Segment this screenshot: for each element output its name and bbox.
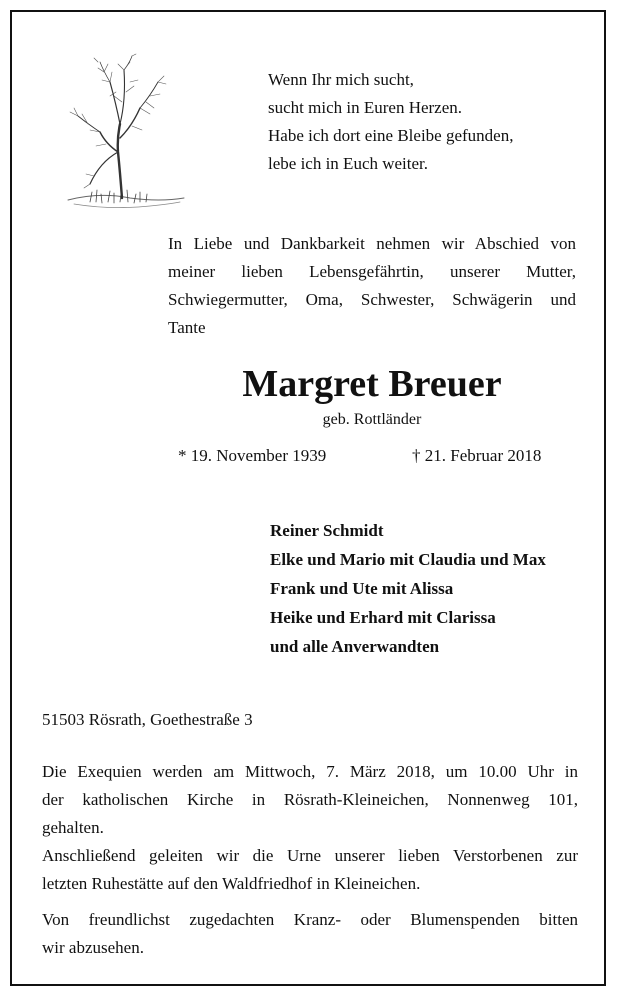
urn-paragraph bbox=[42, 842, 578, 898]
death-date: † 21. Februar 2018 bbox=[412, 446, 542, 465]
intro-line: Schwiegermutter, Oma, Schwester, Schwägerin und bbox=[168, 290, 576, 309]
intro-line: In Liebe und Dankbarkeit nehmen wir Abschied von bbox=[168, 234, 576, 253]
poem-line: Wenn Ihr mich sucht, bbox=[268, 70, 414, 89]
intro-line: Tante bbox=[168, 318, 206, 337]
poem-line: Habe ich dort eine Bleibe gefunden, bbox=[268, 126, 514, 145]
address: 51503 Rösrath, Goethestraße 3 bbox=[42, 710, 253, 729]
mourner-line: Heike und Erhard mit Clarissa bbox=[270, 608, 496, 627]
paragraph-line: der katholischen Kirche in Rösrath-Kleineichen, Nonnenweg 101, bbox=[42, 790, 578, 809]
intro-text bbox=[168, 230, 576, 342]
mourner-line: und alle Anverwandten bbox=[270, 637, 440, 656]
flowers-paragraph bbox=[42, 906, 578, 962]
tree-illustration-icon bbox=[60, 52, 190, 220]
paragraph-line: letzten Ruhestätte auf den Waldfriedhof in Kleineichen. bbox=[42, 874, 421, 893]
deceased-name: Margret Breuer bbox=[242, 363, 502, 405]
paragraph-line: Von freundlichst zugedachten Kranz- oder Blumenspenden bitten bbox=[42, 910, 578, 929]
maiden-name: geb. Rottländer bbox=[322, 411, 422, 428]
mourners-list bbox=[270, 516, 546, 661]
paragraph-line: Die Exequien werden am Mittwoch, 7. März 2018, um 10.00 Uhr in bbox=[42, 762, 578, 781]
birth-date: * 19. November 1939 bbox=[178, 446, 327, 465]
mourner-line: Reiner Schmidt bbox=[270, 521, 384, 540]
intro-line: meiner lieben Lebensgefährtin, unserer Mutter, bbox=[168, 262, 576, 281]
poem bbox=[268, 66, 513, 178]
paragraph-line: wir abzusehen. bbox=[42, 938, 144, 957]
paragraph-line: gehalten. bbox=[42, 818, 104, 837]
mourner-line: Frank und Ute mit Alissa bbox=[270, 579, 454, 598]
poem-line: lebe ich in Euch weiter. bbox=[268, 154, 429, 173]
poem-line: sucht mich in Euren Herzen. bbox=[268, 98, 463, 117]
paragraph-line: Anschließend geleiten wir die Urne unserer lieben Verstorbenen zur bbox=[42, 846, 578, 865]
mourner-line: Elke und Mario mit Claudia und Max bbox=[270, 550, 546, 569]
service-paragraph bbox=[42, 758, 578, 842]
